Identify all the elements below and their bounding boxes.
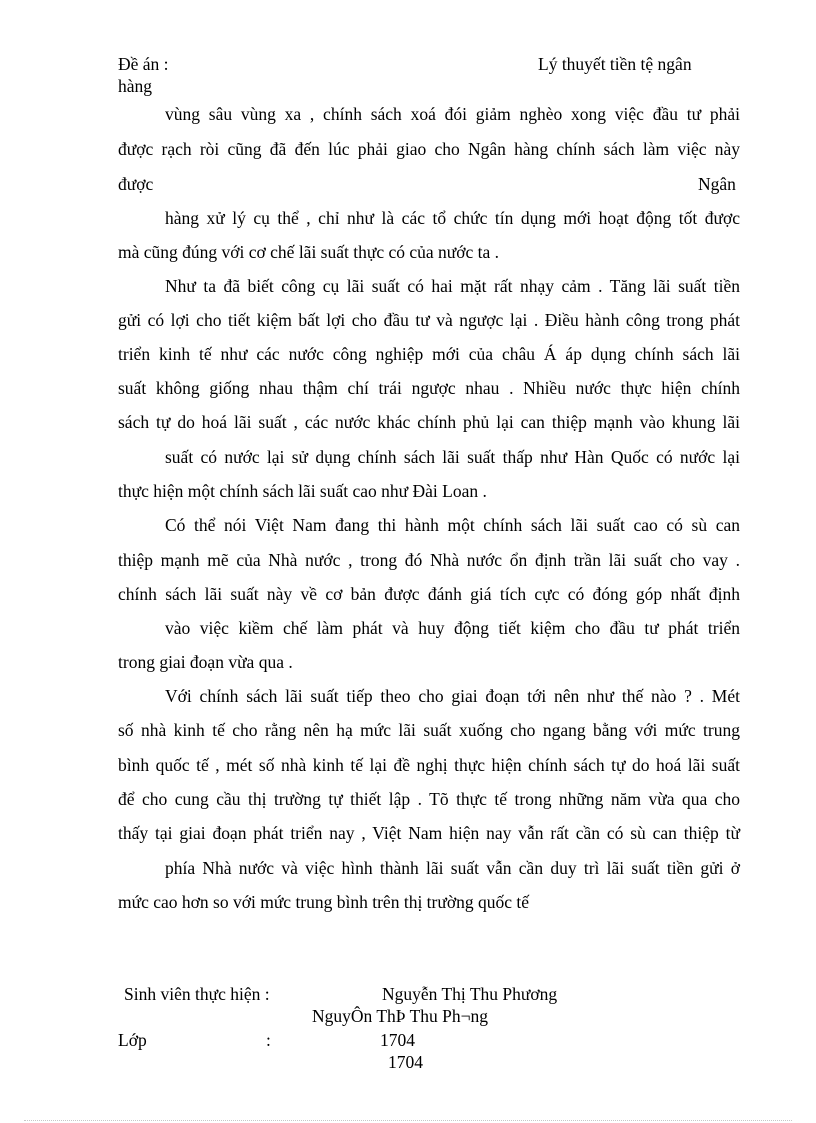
text-line: Như ta đã biết công cụ lãi suất có hai mặt rất nhạy cảm . Tăng lãi suất tiền [165,276,740,296]
header-wrap: hàng [118,76,153,96]
class-value: 1704 [380,1030,415,1050]
text-line: số nhà kinh tế cho rằng nên hạ mức lãi suất xuống cho ngang bằng với mức trung [118,720,740,740]
text-line: trong giai đoạn vừa qua . [118,652,293,672]
text-line: mức cao hơn so với mức trung bình trên thị trường quốc tế [118,892,530,912]
text-line: hàng xử lý cụ thể , chỉ như là các tổ chức tín dụng mới hoạt động tốt được [165,208,740,228]
text-line: mà cũng đúng với cơ chế lãi suất thực có của nước ta . [118,242,500,262]
student-name: Nguyễn Thị Thu Phương [382,984,558,1004]
text-line: suất có nước lại sử dụng chính sách lãi suất thấp như Hàn Quốc có nước lại [165,447,740,467]
student-label: Sinh viên thực hiện : [124,984,270,1004]
text-line: triển kinh tế như các nước công nghiệp mới của châu Á áp dụng chính sách lãi [118,344,740,364]
text-line: phía Nhà nước và việc hình thành lãi suất vẫn cần duy trì lãi suất tiền gửi ở [165,858,740,878]
text-line: gửi có lợi cho tiết kiệm bất lợi cho đầu tư và ngược lại . Điều hành công trong phát [118,310,740,330]
text-line: bình quốc tế , mét số nhà kinh tế lại đề nghị thực hiện chính sách tự do hoá lãi suất [118,755,740,775]
text-line: vùng sâu vùng xa , chính sách xoá đói giảm nghèo xong việc đầu tư phải [165,104,740,124]
class-value-repeat: 1704 [388,1052,423,1072]
text-line: chính sách lãi suất này về cơ bản được đánh giá tích cực có đóng góp nhất định [118,584,740,604]
text-line: thấy tại giai đoạn phát triển nay , Việt Nam hiện nay vẫn rất cần có sù can thiệp từ [118,823,740,843]
text-line-split-right: Ngân [698,174,736,194]
text-line: thực hiện một chính sách lãi suất cao như Đài Loan . [118,481,487,501]
student-name-garbled: NguyÔn ThÞ Thu Ph¬ng [312,1006,488,1026]
text-line: được rạch ròi cũng đã đến lúc phải giao cho Ngân hàng chính sách làm việc này [118,139,740,159]
header-left: Đề án : [118,54,169,74]
text-line-split-left: được [118,174,154,194]
text-line: sách tự do hoá lãi suất , các nước khác chính phủ lại can thiệp mạnh vào khung lãi [118,412,740,432]
text-line: thiệp mạnh mẽ của Nhà nước , trong đó Nhà nước ổn định trần lãi suất cho vay . [118,550,740,570]
text-line: suất không giống nhau thậm chí trái ngược nhau . Nhiều nước thực hiện chính [118,378,740,398]
text-line: vào việc kiềm chế làm phát và huy động tiết kiệm cho đầu tư phát triển [165,618,740,638]
class-label: Lớp [118,1030,147,1050]
text-line: Có thể nói Việt Nam đang thi hành một chính sách lãi suất cao có sù can [165,515,740,535]
header-right: Lý thuyết tiền tệ ngân [538,54,692,74]
page-bottom-rule [24,1120,792,1121]
text-line: để cho cung cầu thị trường tự thiết lập . Tõ thực tế trong những năm vừa qua cho [118,789,740,809]
class-colon: : [266,1030,271,1050]
text-line: Với chính sách lãi suất tiếp theo cho giai đoạn tới nên như thế nào ? . Mét [165,686,740,706]
